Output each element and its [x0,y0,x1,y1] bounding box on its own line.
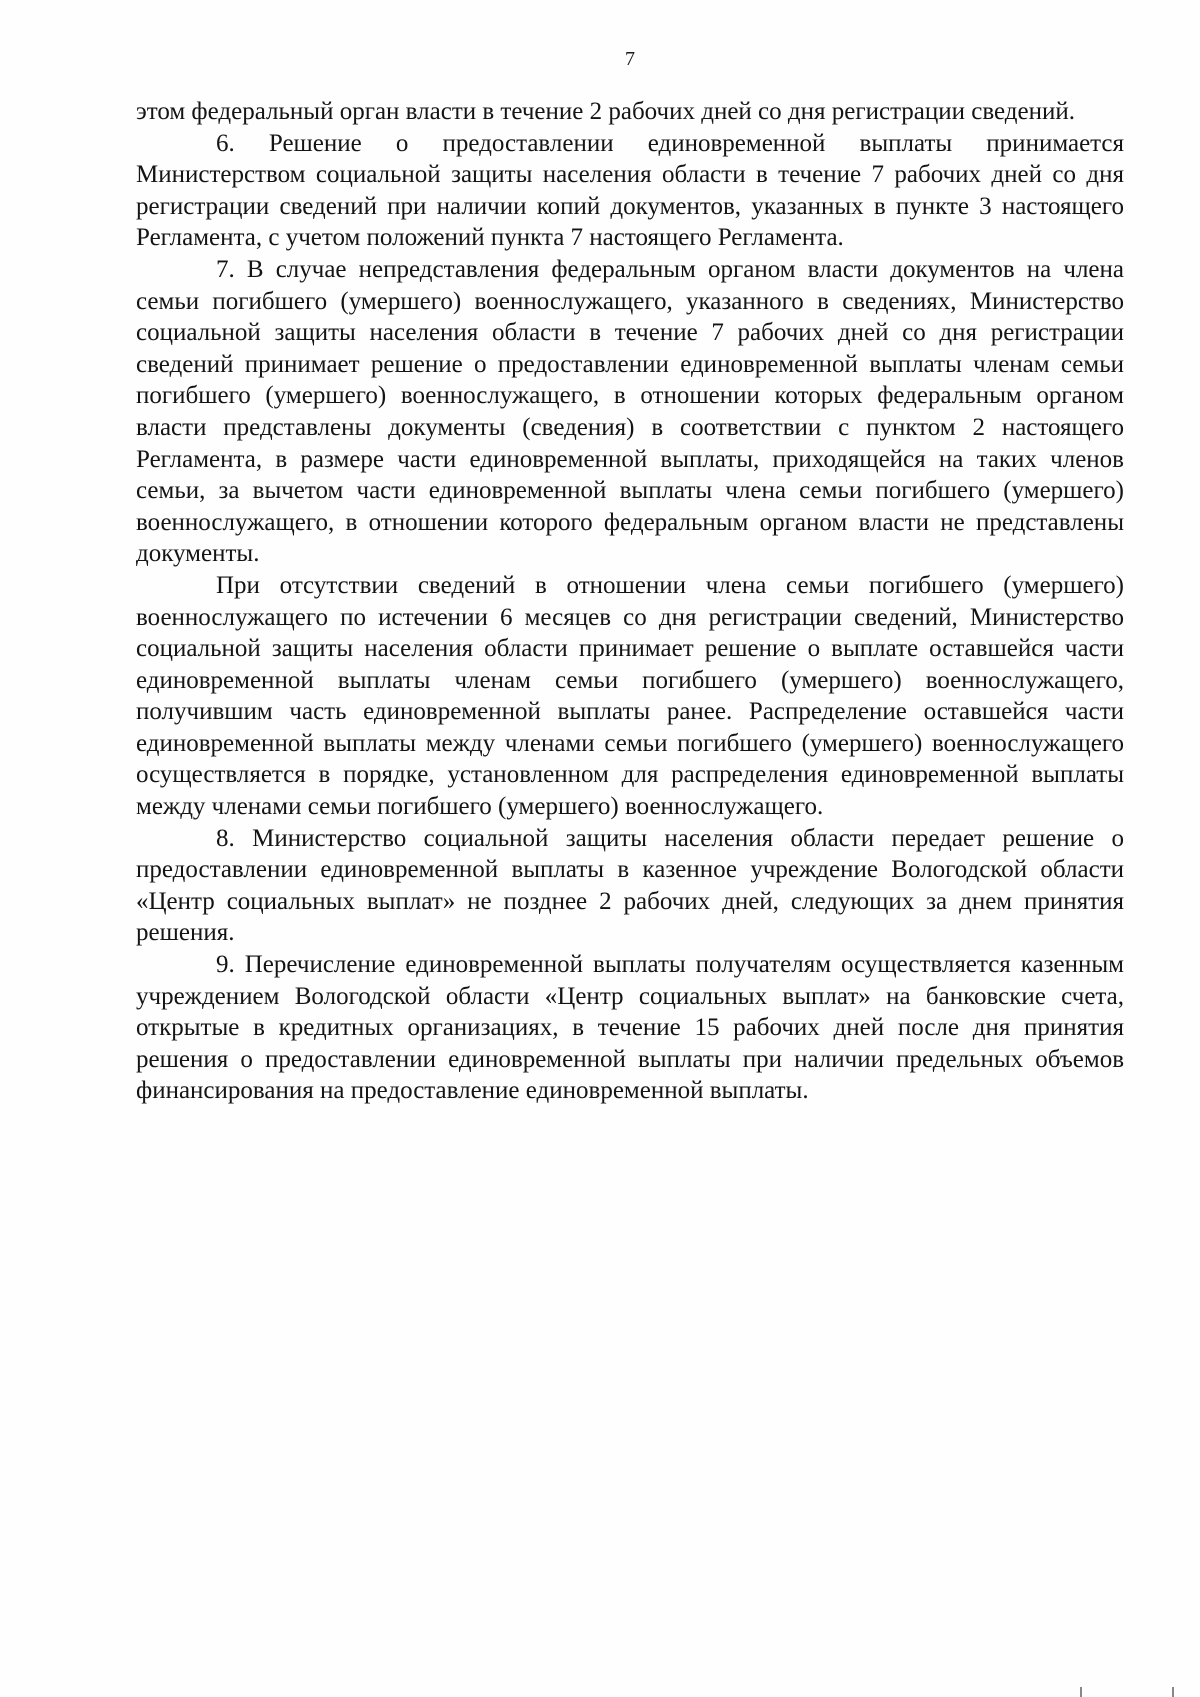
document-body [136,96,1124,1107]
paragraph-item-7-continued: При отсутствии сведений в отношении члена семьи погибшего (умершего) военнослужащего по истечении 6 месяцев со дня регистрации сведений, Министерство социальной защиты населения области принимает решение о выплате оставшейся части единовременной выплаты членам семьи погибшего (умершего) военнослужащего, получившим часть единовременной выплаты ранее. Распределение оставшейся части единовременной выплаты между членами семьи погибшего (умершего) военнослужащего осуществляется в порядке, установленном для распределения единовременной выплаты между членами семьи погибшего (умершего) военнослужащего. [136,571,1124,821]
paragraph-item-6: 6. Решение о предоставлении единовременной выплаты принимается Министерством социальной защиты населения области в течение 7 рабочих дней со дня регистрации сведений при наличии копий документов, указанных в пункте 3 настоящего Регламента, с учетом положений пункта 7 настоящего Регламента. [136,129,1124,252]
paragraph-item-9: 9. Перечисление единовременной выплаты получателям осуществляется казенным учреждением Вологодской области «Центр социальных выплат» на банковские счета, открытые в кредитных организациях, в течение 15 рабочих дней после дня принятия решения о предоставлении единовременной выплаты при наличии предельных объемов финансирования на предоставление единовременной выплаты. [136,951,1124,1105]
scan-mark-right [1172,1687,1174,1697]
paragraph-item-7: 7. В случае непредставления федеральным органом власти документов на члена семьи погибшего (умершего) военнослужащего, указанного в сведениях, Министерство социальной защиты населения области в течение 7 рабочих дней со дня регистрации сведений принимает решение о предоставлении единовременной выплаты членам семьи погибшего (умершего) военнослужащего, в отношении которых федеральным органом власти представлены документы (сведения) в соответствии с пунктом 2 настоящего Регламента, в размере части единовременной выплаты, приходящейся на таких членов семьи, за вычетом части единовременной выплаты члена семьи погибшего (умершего) военнослужащего, в отношении которого федеральным органом власти не представлены документы. [136,255,1124,568]
paragraph-continuation: этом федеральный орган власти в течение 2 рабочих дней со дня регистрации сведений. [136,98,1076,125]
page-number: 7 [625,48,635,70]
paragraph-item-8: 8. Министерство социальной защиты населения области передает решение о предоставлении единовременной выплаты в казенное учреждение Вологодской области «Центр социальных выплат» не позднее 2 рабочих дней, следующих за днем принятия решения. [136,824,1124,947]
scan-mark-left [1080,1687,1082,1697]
